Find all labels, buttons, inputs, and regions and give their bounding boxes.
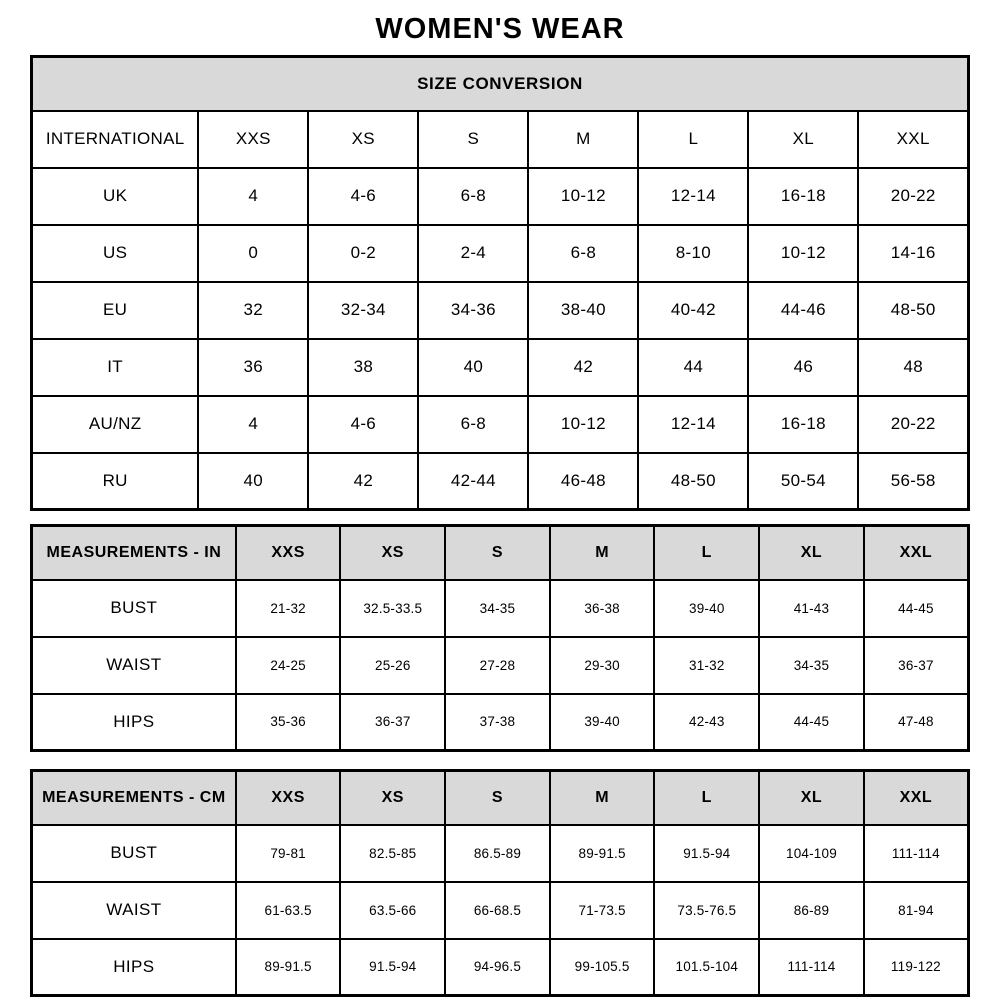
value-cell: 20-22	[858, 396, 968, 453]
value-cell: 44	[638, 339, 748, 396]
value-cell: 32-34	[308, 282, 418, 339]
table-row	[32, 637, 969, 694]
row-label: HIPS	[32, 694, 236, 751]
measurements-in-table	[30, 524, 970, 752]
size-conversion-table	[30, 55, 970, 511]
value-cell: 20-22	[858, 168, 968, 225]
value-cell: 4	[198, 168, 308, 225]
size-header: XL	[759, 526, 864, 580]
value-cell: 2-4	[418, 225, 528, 282]
value-cell: 34-36	[418, 282, 528, 339]
value-cell: 4	[198, 396, 308, 453]
size-header: XS	[340, 526, 445, 580]
size-header: XXL	[858, 111, 968, 168]
table-title-row	[32, 57, 969, 111]
size-header: XL	[759, 771, 864, 825]
table-row	[32, 882, 969, 939]
value-cell: 0-2	[308, 225, 418, 282]
value-cell: 4-6	[308, 168, 418, 225]
value-cell: 38-40	[528, 282, 638, 339]
value-cell: 4-6	[308, 396, 418, 453]
value-cell: 6-8	[528, 225, 638, 282]
value-cell: 32	[198, 282, 308, 339]
table-row	[32, 168, 969, 225]
table-title: MEASUREMENTS - IN	[32, 526, 236, 580]
value-cell: 36-37	[864, 637, 969, 694]
value-cell: 39-40	[654, 580, 759, 637]
value-cell: 31-32	[654, 637, 759, 694]
page-title: WOMEN'S WEAR	[375, 13, 625, 45]
table-row	[32, 939, 969, 996]
table-row	[32, 453, 969, 510]
row-label: BUST	[32, 825, 236, 882]
size-header: XXS	[198, 111, 308, 168]
row-label: RU	[32, 453, 199, 510]
row-label: WAIST	[32, 882, 236, 939]
value-cell: 35-36	[236, 694, 341, 751]
value-cell: 16-18	[748, 396, 858, 453]
value-cell: 42-43	[654, 694, 759, 751]
value-cell: 42	[308, 453, 418, 510]
size-header: XXS	[236, 771, 341, 825]
value-cell: 0	[198, 225, 308, 282]
value-cell: 111-114	[759, 939, 864, 996]
row-label: HIPS	[32, 939, 236, 996]
size-header: XXL	[864, 526, 969, 580]
value-cell: 12-14	[638, 396, 748, 453]
value-cell: 10-12	[748, 225, 858, 282]
value-cell: 119-122	[864, 939, 969, 996]
value-cell: 12-14	[638, 168, 748, 225]
size-header: M	[550, 526, 655, 580]
row-label: WAIST	[32, 637, 236, 694]
value-cell: 46-48	[528, 453, 638, 510]
size-header: XS	[340, 771, 445, 825]
value-cell: 10-12	[528, 396, 638, 453]
value-cell: 42-44	[418, 453, 528, 510]
value-cell: 32.5-33.5	[340, 580, 445, 637]
size-header-row	[32, 526, 969, 580]
value-cell: 89-91.5	[550, 825, 655, 882]
value-cell: 48-50	[638, 453, 748, 510]
value-cell: 91.5-94	[654, 825, 759, 882]
value-cell: 25-26	[340, 637, 445, 694]
table-row	[32, 580, 969, 637]
value-cell: 29-30	[550, 637, 655, 694]
size-header: L	[654, 771, 759, 825]
measurements-cm-table	[30, 769, 970, 997]
table-row	[32, 825, 969, 882]
value-cell: 36-38	[550, 580, 655, 637]
value-cell: 36	[198, 339, 308, 396]
size-header: XXS	[236, 526, 341, 580]
value-cell: 79-81	[236, 825, 341, 882]
value-cell: 34-35	[759, 637, 864, 694]
size-header: S	[445, 771, 550, 825]
value-cell: 99-105.5	[550, 939, 655, 996]
size-header-row	[32, 111, 969, 168]
value-cell: 6-8	[418, 396, 528, 453]
value-cell: 82.5-85	[340, 825, 445, 882]
size-header: XS	[308, 111, 418, 168]
value-cell: 27-28	[445, 637, 550, 694]
table-row	[32, 225, 969, 282]
value-cell: 36-37	[340, 694, 445, 751]
size-header: S	[445, 526, 550, 580]
value-cell: 46	[748, 339, 858, 396]
size-header: M	[528, 111, 638, 168]
value-cell: 48	[858, 339, 968, 396]
value-cell: 94-96.5	[445, 939, 550, 996]
row-label: INTERNATIONAL	[32, 111, 199, 168]
value-cell: 47-48	[864, 694, 969, 751]
table-row	[32, 694, 969, 751]
row-label: BUST	[32, 580, 236, 637]
value-cell: 86-89	[759, 882, 864, 939]
value-cell: 34-35	[445, 580, 550, 637]
value-cell: 61-63.5	[236, 882, 341, 939]
value-cell: 44-45	[864, 580, 969, 637]
size-header: M	[550, 771, 655, 825]
size-header: L	[638, 111, 748, 168]
row-label: UK	[32, 168, 199, 225]
value-cell: 37-38	[445, 694, 550, 751]
value-cell: 50-54	[748, 453, 858, 510]
value-cell: 41-43	[759, 580, 864, 637]
value-cell: 8-10	[638, 225, 748, 282]
value-cell: 71-73.5	[550, 882, 655, 939]
value-cell: 91.5-94	[340, 939, 445, 996]
value-cell: 44-45	[759, 694, 864, 751]
row-label: IT	[32, 339, 199, 396]
size-header: L	[654, 526, 759, 580]
value-cell: 40-42	[638, 282, 748, 339]
value-cell: 63.5-66	[340, 882, 445, 939]
row-label: US	[32, 225, 199, 282]
value-cell: 66-68.5	[445, 882, 550, 939]
value-cell: 42	[528, 339, 638, 396]
table-row	[32, 339, 969, 396]
value-cell: 111-114	[864, 825, 969, 882]
value-cell: 48-50	[858, 282, 968, 339]
value-cell: 73.5-76.5	[654, 882, 759, 939]
value-cell: 89-91.5	[236, 939, 341, 996]
value-cell: 10-12	[528, 168, 638, 225]
size-header-row	[32, 771, 969, 825]
value-cell: 101.5-104	[654, 939, 759, 996]
row-label: AU/NZ	[32, 396, 199, 453]
value-cell: 14-16	[858, 225, 968, 282]
value-cell: 40	[418, 339, 528, 396]
value-cell: 38	[308, 339, 418, 396]
value-cell: 56-58	[858, 453, 968, 510]
value-cell: 6-8	[418, 168, 528, 225]
table-title: SIZE CONVERSION	[32, 57, 969, 111]
table-row	[32, 282, 969, 339]
value-cell: 16-18	[748, 168, 858, 225]
size-header: XXL	[864, 771, 969, 825]
value-cell: 104-109	[759, 825, 864, 882]
table-row	[32, 396, 969, 453]
value-cell: 81-94	[864, 882, 969, 939]
value-cell: 86.5-89	[445, 825, 550, 882]
size-header: XL	[748, 111, 858, 168]
size-header: S	[418, 111, 528, 168]
value-cell: 24-25	[236, 637, 341, 694]
table-title: MEASUREMENTS - CM	[32, 771, 236, 825]
row-label: EU	[32, 282, 199, 339]
value-cell: 39-40	[550, 694, 655, 751]
value-cell: 40	[198, 453, 308, 510]
value-cell: 44-46	[748, 282, 858, 339]
value-cell: 21-32	[236, 580, 341, 637]
